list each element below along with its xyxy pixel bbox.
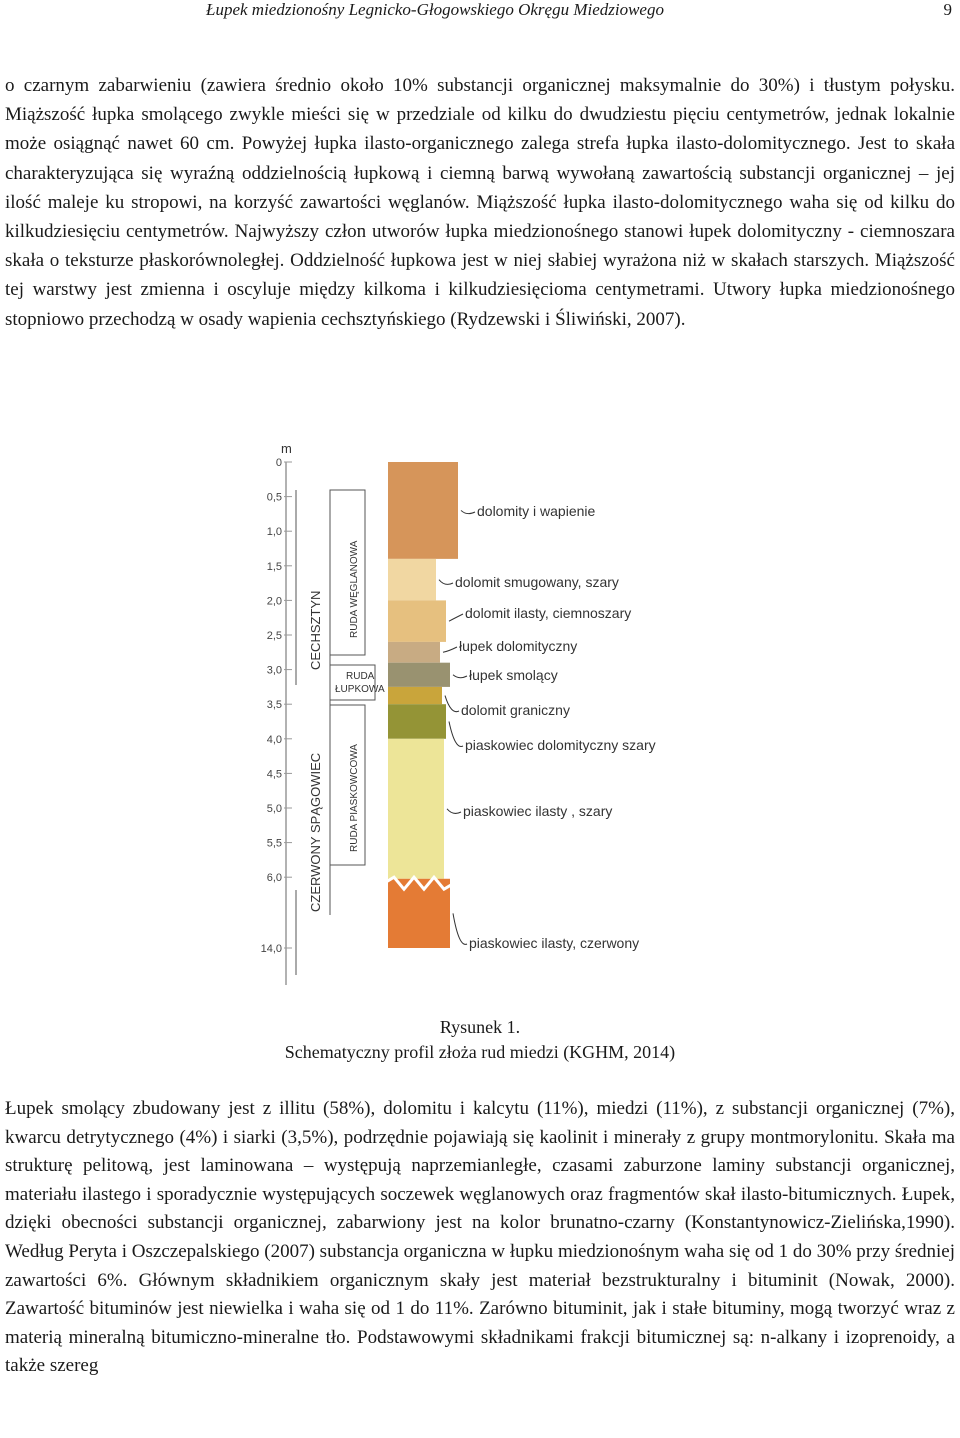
depth-tick-label: 3,5: [266, 699, 282, 712]
stratigraphic-profile-figure: [240, 440, 710, 1000]
depth-tick-label: 6,0: [266, 872, 282, 885]
layer-label: dolomity i wapienie: [477, 503, 596, 519]
stratum-layer: [388, 663, 450, 687]
depth-tick-label: 2,0: [266, 595, 282, 608]
page-header: [0, 0, 960, 24]
paragraph-2: Łupek smolący zbudowany jest z illitu (58%), dolomitu i kalcytu (11%), miedzi (11%), z substancji organicznej (7%), kwarcu detrytycznego (4%) i siarki (3,5%), podrzędnie pojawiają się kaolinit i minerały z grupy montmorylonitu. Skała ma strukturę pelitową, jest laminowana – występują naprzemianległe, czasami zaburzone laminy substancji organicznej, materiału ilastego i sporadycznie występujących soczewek węglanowych oraz fragmentów skał ilasto-bitumicznych. Łupek, dzięki obecności substancji organicznej, zabarwiony jest na kolor brunatno-czarny (Konstantynowicz-Zielińska,1990). Według Peryta i Oszczepalskiego (2007) substancja organiczna w łupku miedzionośnym waha się od 1 do 30% przy średniej zawartości 6%. Głównym składnikiem organicznym skały jest materiał bezstrukturalny i bituminit (Nowak, 2000). Zawartość bituminów jest niewielka i waha się od 1 do 11%. Zarówno bituminit, jak i stałe bituminy, mogą tworzyć wraz z materią mineralną bitumiczno-mineralne tło. Podstawowymi składnikami frakcji bitumicznej są: n-alkany i izoprenoidy, a także szereg: [5, 1098, 955, 1377]
layer-leader-line: [447, 809, 461, 814]
layer-leader-line: [449, 722, 463, 747]
stratum-layer: [388, 879, 450, 948]
layer-label: piaskowiec dolomityczny szary: [465, 737, 656, 753]
layer-label: łupek dolomityczny: [459, 638, 578, 654]
layer-leader-line: [453, 913, 467, 944]
layer-label: piaskowiec ilasty , szary: [463, 803, 613, 819]
layer-leader-line: [453, 675, 467, 678]
layer-leader-line: [449, 614, 463, 621]
depth-tick-label: 1,5: [266, 560, 282, 573]
page-number: 9: [943, 0, 952, 19]
label-ruda-piaskowcowa: RUDA PIASKOWCOWA: [349, 744, 360, 852]
stratigraphic-profile: [240, 440, 710, 1000]
label-cechsztyn: CECHSZTYN: [308, 590, 323, 670]
layer-leader-line: [439, 580, 453, 585]
depth-tick-label: 4,5: [266, 768, 282, 781]
layer-label: piaskowiec ilasty, czerwony: [469, 935, 640, 951]
label-ruda-lupkowa-1: RUDA: [346, 671, 375, 682]
depth-tick-label: 1,0: [266, 526, 282, 539]
depth-ticks: [261, 457, 292, 955]
axis-unit-label: m: [281, 441, 292, 456]
label-ruda-weglanowa: RUDA WĘGLANOWA: [349, 540, 360, 638]
layer-label: dolomit graniczny: [461, 702, 570, 718]
depth-tick-label: 3,0: [266, 664, 282, 677]
label-czerwony-spagowiec: CZERWONY SPĄGOWIEC: [308, 752, 323, 912]
layer-label: dolomit smugowany, szary: [455, 574, 619, 590]
stratum-layer: [388, 642, 440, 663]
stratum-layer: [388, 739, 444, 879]
stratum-layer: [388, 559, 436, 601]
running-title: Łupek miedzionośny Legnicko-Głogowskiego Okręgu Miedziowego: [206, 0, 664, 19]
layer-leader-line: [445, 696, 459, 712]
depth-tick-label: 4,0: [266, 733, 282, 746]
depth-tick-label: 5,5: [266, 837, 282, 850]
stratum-layer: [388, 687, 442, 704]
stratum-layer: [388, 462, 458, 559]
layer-label: dolomit ilasty, ciemnoszary: [465, 605, 632, 621]
layer-leader-line: [443, 647, 457, 652]
depth-tick-label: 0,5: [266, 491, 282, 504]
strata-column: [384, 462, 458, 948]
depth-tick-label: 0: [275, 457, 282, 469]
depth-tick-label: 14,0: [260, 943, 282, 955]
depth-tick-label: 2,5: [266, 630, 282, 642]
figure-caption-text: Schematyczny profil złoża rud miedzi (KGHM, 2014): [284, 1042, 676, 1062]
figure-caption-label: Rysunek 1.: [439, 1017, 521, 1037]
layer-leader-line: [461, 510, 475, 513]
paragraph-1: o czarnym zabarwieniu (zawiera średnio około 10% substancji organicznej maksymalnie do 30%) i tłustym połysku. Miąższość łupka smolącego zwykle mieści się w przedziale od kilku do dwudziestu pięciu centymetrów, jednak lokalnie może osiągnąć nawet 60 cm. Powyżej łupka ilasto-organicznego zalega strefa łupka ilasto-dolomitycznego. Jest to skała charakteryzująca się wyraźną oddzielnością łupkową i ciemną barwą wywołaną zawartością substancji organicznej – jej ilość maleje ku stropowi, na korzyść zawartości węglanów. Miąższość łupka ilasto-dolomitycznego waha się od kilku do kilkudziesięciu centymetrów. Najwyższy człon utworów łupka miedzionośnego stanowi łupek dolomityczny - ciemnoszara skała o teksturze płaskorównoległej. Oddzielność łupkowa jest w niej słabiej wyrażona niż w skałach starszych. Miąższość tej warstwy jest zmienna i oscyluje między kilkoma i kilkudziesięcioma centymetrami. Utwory łupka miedzionośnego stopniowo przechodzą w osady wapienia cechsztyńskiego (Rydzewski i Śliwiński, 2007).: [5, 75, 955, 330]
label-ruda-lupkowa-2: ŁUPKOWA: [335, 684, 385, 695]
depth-tick-label: 5,0: [266, 803, 282, 815]
stratum-layer: [388, 704, 446, 739]
layer-label: łupek smolący: [469, 667, 558, 683]
stratum-layer: [388, 600, 446, 642]
layer-labels: [455, 503, 656, 951]
